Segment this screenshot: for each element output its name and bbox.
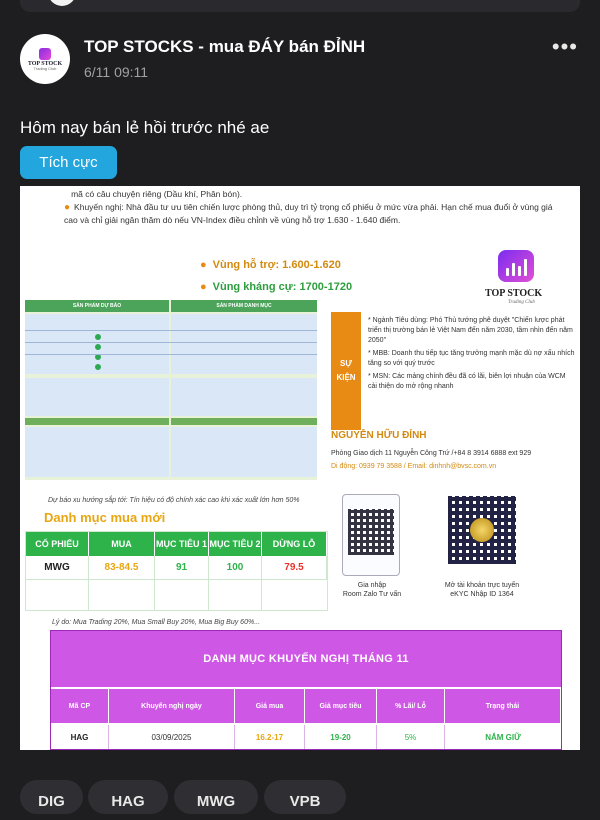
buy-table-cell: 100: [209, 556, 262, 580]
rec-table-header: Mã CP: [51, 689, 109, 723]
spreadsheet-block: [171, 314, 317, 374]
buy-table-cell: 91: [155, 556, 209, 580]
spreadsheet-rule: [25, 342, 317, 343]
top-stock-logo-icon: [39, 48, 51, 60]
brand-name: TOP STOCK: [485, 288, 543, 299]
rec-table-header: Giá mua: [235, 689, 305, 723]
rec-table-cell: 5%: [377, 725, 445, 749]
buy-table-cell: 83-84.5: [89, 556, 155, 580]
ticker-chip-vpb[interactable]: VPB: [264, 780, 346, 814]
post-header: [20, 34, 580, 90]
avatar[interactable]: [20, 34, 70, 84]
author-name[interactable]: TOP STOCKS - mua ĐÁY bán ĐỈNH: [84, 37, 366, 56]
ticker-chips: [20, 780, 600, 820]
contact-office: Phòng Giao dịch 11 Nguyễn Công Trứ /+84 8 3914 6888 ext 929: [331, 450, 532, 457]
event-item: * MSN: Các mảng chính đều đã có lãi, biên lợi nhuận của WCM cải thiện do mở rộng nhanh: [368, 373, 566, 390]
image-bullet: mã có câu chuyện riêng (Dầu khí, Phân bón).: [71, 189, 243, 199]
spreadsheet-block: [25, 378, 169, 416]
signal-dot-icon: [95, 334, 101, 340]
buy-table-cell: 79.5: [262, 556, 327, 580]
resistance-zone: ● Vùng kháng cự: 1700-1720: [200, 281, 353, 293]
ticker-chip-dig[interactable]: DIG: [20, 780, 83, 814]
rec-table-cell: 19-20: [305, 725, 377, 749]
new-list-title: Danh mục mua mới: [44, 510, 166, 525]
ticker-chip-hag[interactable]: HAG: [88, 780, 168, 814]
buy-table: [25, 531, 328, 611]
buy-table-empty-cell: [155, 580, 209, 610]
buy-table-empty-cell: [26, 580, 89, 610]
spreadsheet-rule: [25, 354, 317, 355]
signal-dot-icon: [95, 364, 101, 370]
more-horizontal-icon[interactable]: •••: [551, 34, 578, 59]
reason-note: Lý do: Mua Trading 20%, Mua Small Buy 20%, Mua Big Buy 60%...: [52, 619, 261, 626]
buy-table-header: MỤC TIÊU 2: [209, 532, 262, 556]
recommendation-title: DANH MỤC KHUYẾN NGHỊ THÁNG 11: [51, 631, 561, 687]
qr-code-icon: [348, 509, 394, 555]
support-zone: ● Vùng hỗ trợ: 1.600-1.620: [200, 259, 341, 271]
previous-post-card: [20, 0, 580, 12]
ticker-chip-mwg[interactable]: MWG: [174, 780, 258, 814]
coin-logo-icon: [470, 518, 494, 542]
spreadsheet-block: [171, 378, 317, 416]
avatar-logo-text: TOP STOCK: [27, 60, 63, 67]
post-text: Hôm nay bán lẻ hồi trước nhé ae: [20, 118, 270, 137]
zalo-qr-caption: Gia nhập Room Zalo Tư vấn: [342, 582, 402, 598]
previous-post-edge: [0, 0, 600, 14]
ekyc-qr-caption: Mở tài khoản trực tuyến eKYC Nhập ID 1364: [444, 582, 520, 598]
signal-dot-icon: [95, 344, 101, 350]
spreadsheet-block: [171, 427, 317, 477]
avatar-logo-subtext: Trading Club: [33, 65, 57, 71]
post-timestamp: 6/11 09:11: [84, 64, 149, 80]
buy-table-header: DỪNG LỖ: [262, 532, 327, 556]
spreadsheet-row: [171, 418, 317, 425]
buy-table-header: MUA: [89, 532, 155, 556]
rec-table-cell: HAG: [51, 725, 109, 749]
spreadsheet-header: SẢN PHẨM DỰ BÁO: [25, 300, 169, 312]
event-item: * Ngành Tiêu dùng: Phó Thủ tướng phê duyệt "Chiến lược phát triển thị trường bán lẻ Việt Nam đến năm 2030, tầm nhìn đến năm 2050": [368, 317, 573, 344]
rec-table-header: Giá mục tiêu: [305, 689, 377, 723]
buy-table-header: CỔ PHIẾU: [26, 532, 89, 556]
spreadsheet-block: [25, 427, 169, 477]
buy-table-empty-cell: [89, 580, 155, 610]
rec-table-header: Trạng thái: [445, 689, 561, 723]
buy-table-empty-cell: [209, 580, 262, 610]
rec-table-header: Khuyến nghị ngày: [109, 689, 235, 723]
buy-table-header: MỤC TIÊU 1: [155, 532, 209, 556]
ekyc-qr-icon: [448, 496, 516, 564]
events-label: SỰ KIỆN: [331, 312, 361, 430]
rec-table-cell: 03/09/2025: [109, 725, 235, 749]
rec-table-cell: NẮM GIỮ: [485, 732, 521, 742]
brand-logo-icon: [498, 250, 534, 282]
events-list: [368, 316, 576, 395]
contact-phone: Di động: 0939 79 3588 / Email: dinhnh@bvsc.com.vn: [331, 463, 497, 470]
image-bullets: [64, 188, 564, 227]
buy-table-cell: MWG: [26, 556, 89, 580]
spreadsheet-row: [25, 418, 169, 425]
post-image[interactable]: [20, 186, 580, 750]
spreadsheet-rule: [25, 330, 317, 331]
spreadsheet-header: SẢN PHẨM DANH MỤC: [171, 300, 317, 312]
forecast-note: Dự báo xu hướng sắp tới: Tín hiệu có độ chính xác cao khi xác xuất lớn hơn 50%: [48, 497, 300, 504]
brand-subtitle: Trading Club: [508, 300, 535, 305]
forecast-spreadsheet: [25, 300, 317, 480]
image-bullet: ● Khuyến nghị: Nhà đầu tư ưu tiên chiến lược phòng thủ, duy trì tỷ trọng cổ phiếu ở mức vừa phải. Hạn chế mua đuổi ở vùng giá cao và chỉ giải ngân thăm dò nếu VN-Index điều chỉnh về vùng hỗ trợ 1.630 - 1.640 điểm.: [64, 202, 553, 225]
zalo-qr-card: [342, 494, 400, 576]
recommendation-table: [50, 630, 562, 750]
rec-table-cell: 16.2-17: [235, 725, 305, 749]
events-box: [331, 312, 576, 430]
event-item: * MBB: Doanh thu tiếp tục tăng trưởng mạnh mặc dù nợ xấu nhích tăng so với quý trước: [368, 350, 575, 367]
sentiment-tag-button[interactable]: Tích cực: [20, 146, 117, 179]
contact-name: NGUYỄN HỮU ĐỈNH: [331, 430, 427, 441]
rec-table-header: % Lãi/ Lỗ: [377, 689, 445, 723]
